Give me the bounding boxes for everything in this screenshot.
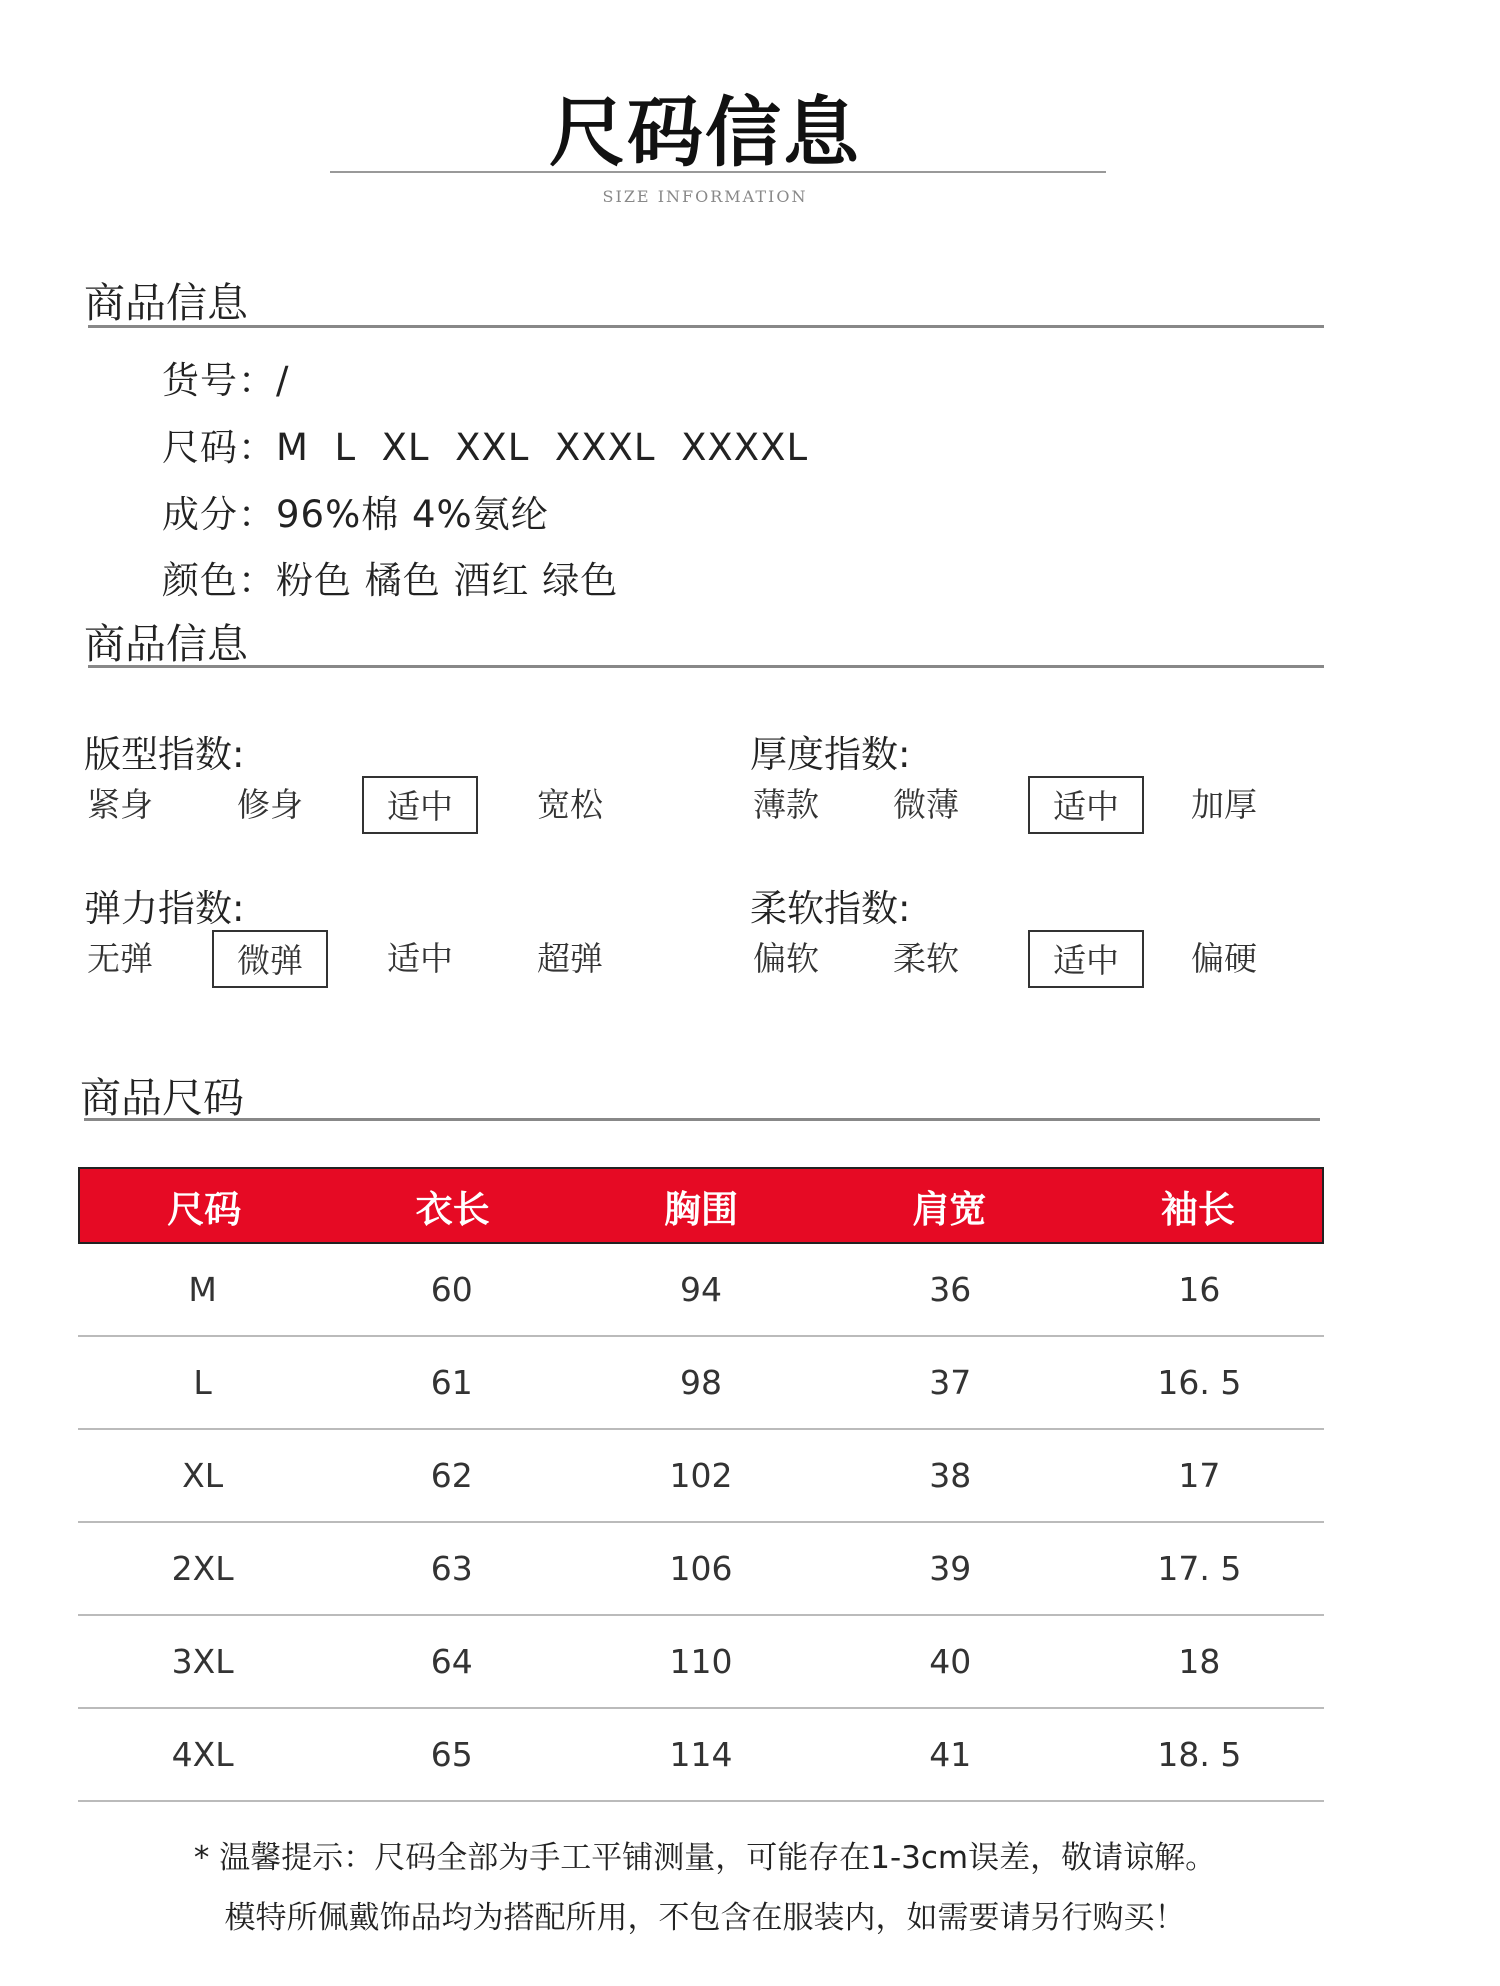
table-cell: 39 <box>929 1549 972 1588</box>
fit-option: 修身 <box>237 785 303 824</box>
table-cell: 18 <box>1178 1642 1221 1681</box>
sizes-line: 尺码：M L XL XXL XXXL XXXXL <box>162 426 809 469</box>
accessory-note: 模特所佩戴饰品均为搭配所用，不包含在服装内，如需要请另行购买！ <box>224 1900 1186 1936</box>
thickness-option: 薄款 <box>753 785 819 824</box>
colors-line: 颜色：粉色 橘色 酒红 绿色 <box>162 559 619 602</box>
softness-option: 柔软 <box>893 939 959 978</box>
elasticity-index-title: 弹力指数: <box>84 887 245 930</box>
table-cell: 16. 5 <box>1157 1363 1242 1402</box>
table-cell: 18. 5 <box>1157 1735 1242 1774</box>
item-number-line: 货号：/ <box>162 359 290 402</box>
softness-index-title: 柔软指数: <box>750 887 911 930</box>
softness-option: 偏硬 <box>1191 939 1257 978</box>
measurement-note: * 温馨提示：尺码全部为手工平铺测量，可能存在1-3cm误差，敬请谅解。 <box>193 1840 1217 1876</box>
size-table <box>78 1167 1324 1802</box>
table-row <box>78 1244 1324 1337</box>
table-cell: 63 <box>430 1549 473 1588</box>
table-row <box>78 1523 1324 1616</box>
thickness-index-title: 厚度指数: <box>750 733 911 776</box>
table-cell: 64 <box>430 1642 473 1681</box>
size-table-header <box>78 1167 1324 1244</box>
table-cell: 17 <box>1178 1456 1221 1495</box>
composition-line: 成分：96%棉 4%氨纶 <box>162 493 549 536</box>
table-cell: XL <box>182 1456 224 1495</box>
page-subtitle: SIZE INFORMATION <box>602 187 808 206</box>
table-cell: 65 <box>430 1735 473 1774</box>
table-cell: 38 <box>929 1456 972 1495</box>
index-section-divider <box>88 665 1324 668</box>
table-cell: 40 <box>929 1642 972 1681</box>
table-cell: 60 <box>430 1270 473 1309</box>
table-cell: 37 <box>929 1363 972 1402</box>
column-header-chest: 胸围 <box>664 1187 739 1231</box>
softness-option-selected: 适中 <box>1028 930 1144 988</box>
table-cell: 36 <box>929 1270 972 1309</box>
size-section-divider <box>84 1118 1320 1121</box>
table-cell: 98 <box>680 1363 722 1402</box>
table-cell: 61 <box>430 1363 473 1402</box>
table-cell: 41 <box>929 1735 972 1774</box>
table-cell: 4XL <box>171 1735 234 1774</box>
thickness-option: 加厚 <box>1191 785 1257 824</box>
column-header-shoulder: 肩宽 <box>912 1187 987 1231</box>
elasticity-option: 适中 <box>387 939 453 978</box>
table-row <box>78 1337 1324 1430</box>
product-info-heading: 商品信息 <box>84 279 248 327</box>
table-cell: 62 <box>430 1456 473 1495</box>
page-title: 尺码信息 <box>549 88 861 177</box>
fit-option: 宽松 <box>537 785 603 824</box>
table-row <box>78 1430 1324 1523</box>
table-cell: L <box>193 1363 212 1402</box>
elasticity-option: 无弹 <box>87 939 153 978</box>
fit-option: 紧身 <box>87 785 153 824</box>
softness-option: 偏软 <box>753 939 819 978</box>
index-section-heading: 商品信息 <box>84 620 248 668</box>
table-cell: 3XL <box>171 1642 234 1681</box>
column-header-sleeve: 袖长 <box>1160 1187 1235 1231</box>
thickness-option-selected: 适中 <box>1028 776 1144 834</box>
table-cell: 17. 5 <box>1157 1549 1242 1588</box>
table-cell: 94 <box>680 1270 722 1309</box>
table-row <box>78 1709 1324 1802</box>
table-cell: M <box>188 1270 217 1309</box>
table-cell: 102 <box>669 1456 733 1495</box>
table-cell: 114 <box>669 1735 733 1774</box>
thickness-option: 微薄 <box>893 785 959 824</box>
table-cell: 2XL <box>171 1549 234 1588</box>
column-header-length: 衣长 <box>415 1187 490 1231</box>
column-header-size: 尺码 <box>167 1187 242 1231</box>
fit-option-selected: 适中 <box>362 776 478 834</box>
table-cell: 16 <box>1178 1270 1221 1309</box>
size-section-heading: 商品尺码 <box>80 1074 244 1122</box>
title-divider <box>330 171 1106 173</box>
table-row <box>78 1616 1324 1709</box>
elasticity-option-selected: 微弹 <box>212 930 328 988</box>
product-info-divider <box>88 325 1324 328</box>
elasticity-option: 超弹 <box>537 939 603 978</box>
table-cell: 110 <box>669 1642 733 1681</box>
fit-index-title: 版型指数: <box>84 733 245 776</box>
table-cell: 106 <box>669 1549 733 1588</box>
